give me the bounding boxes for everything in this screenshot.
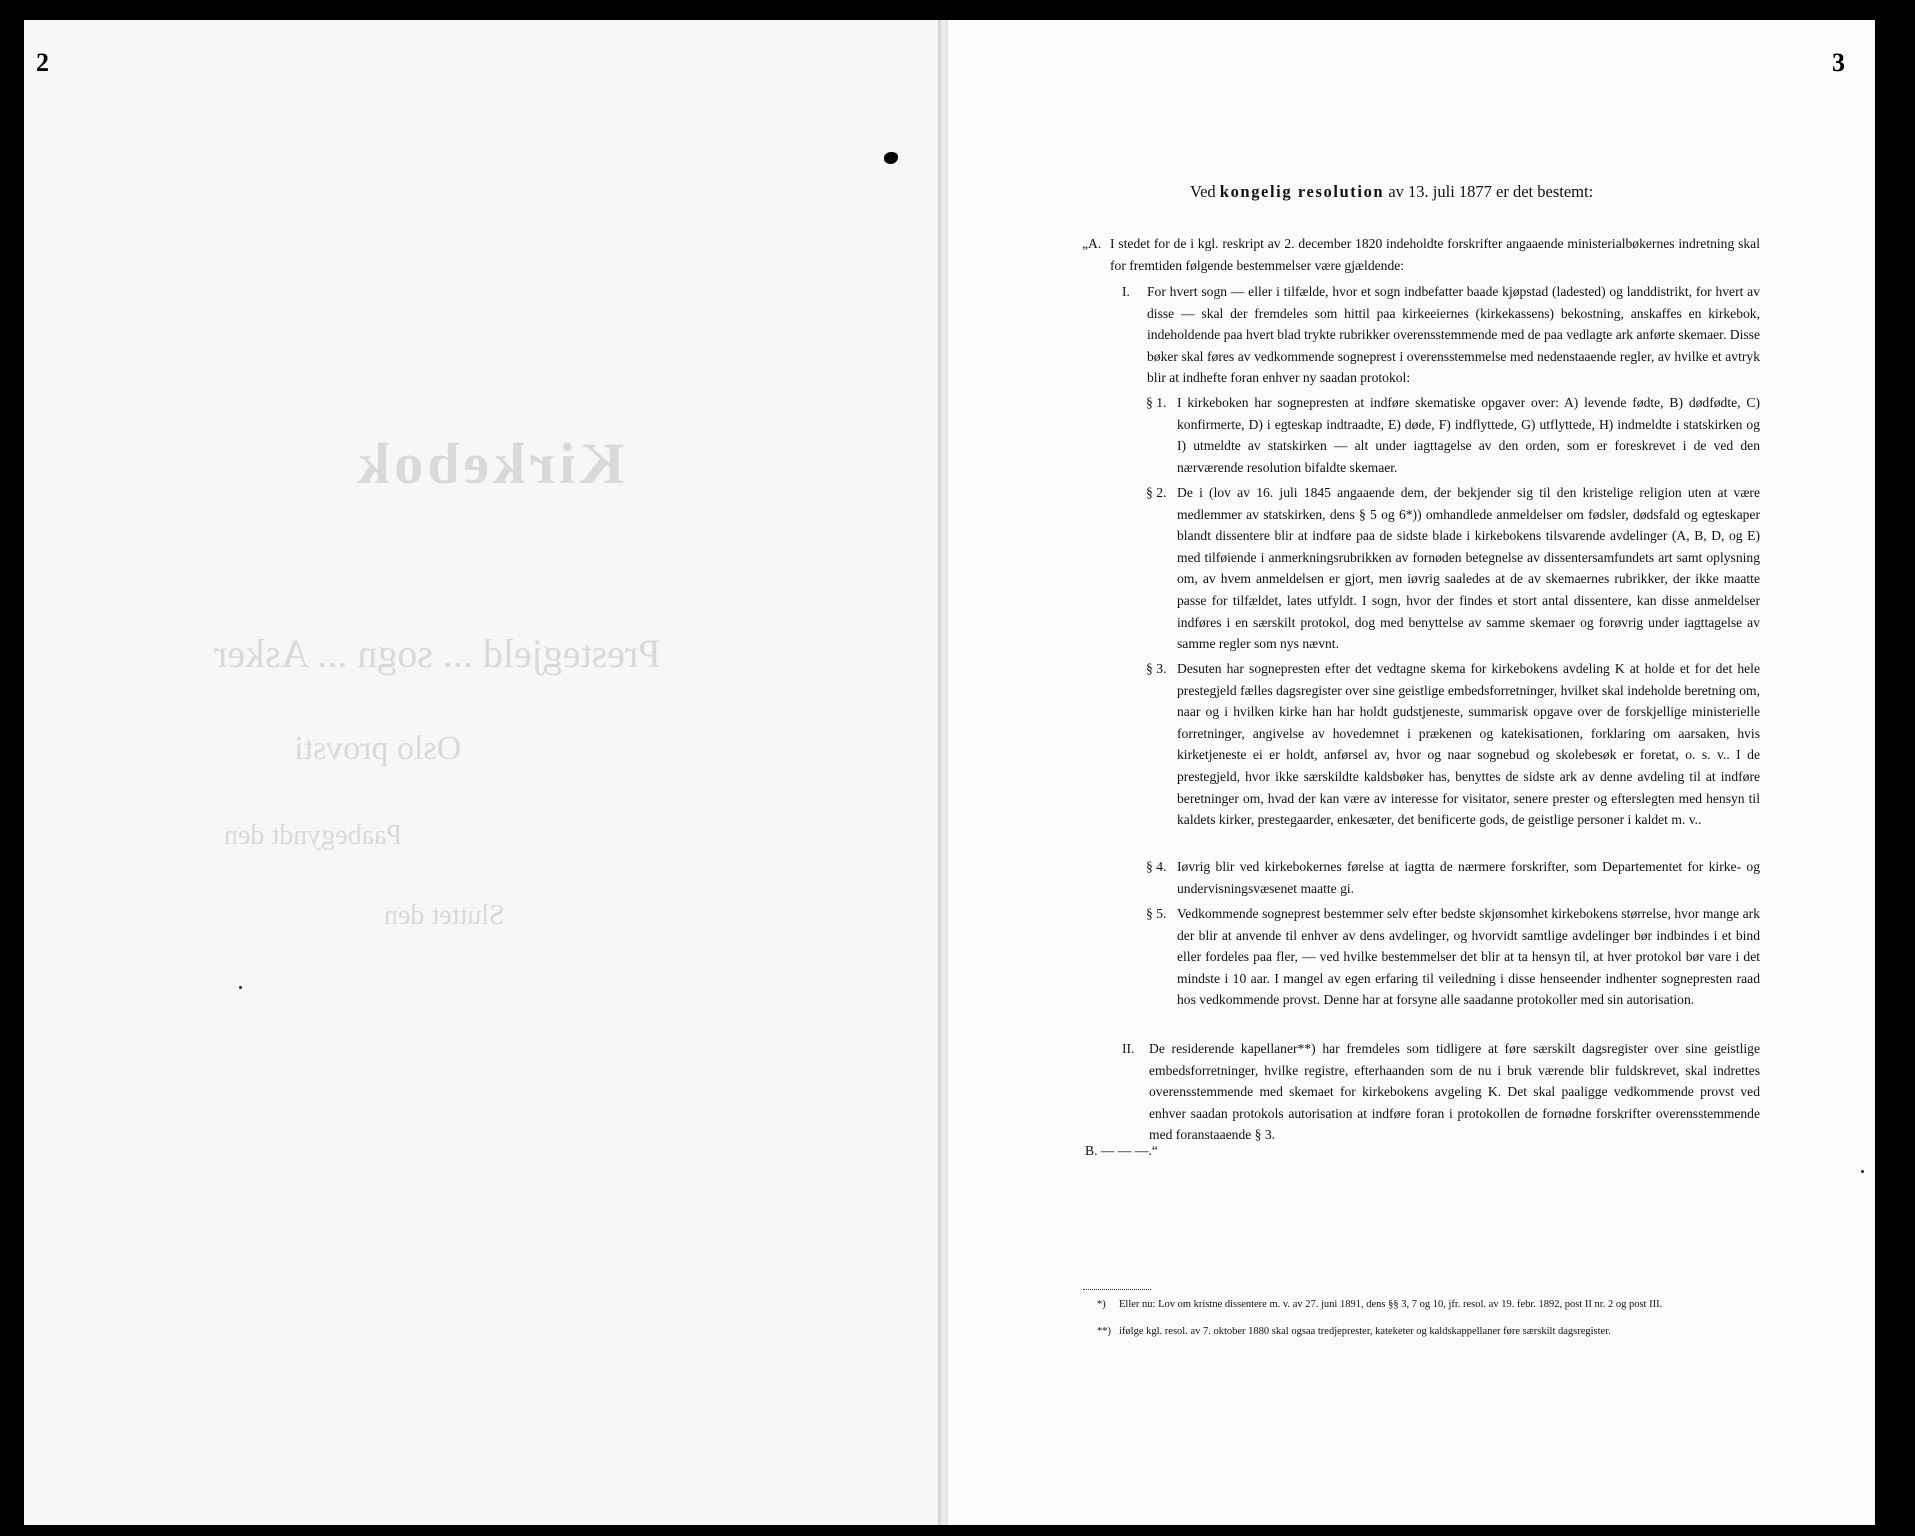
heading-prefix: Ved xyxy=(1190,182,1216,201)
heading-suffix: av 13. juli 1877 er det bestemt: xyxy=(1388,182,1594,201)
footnote-1-text: Eller nu: Lov om kristne dissentere m. v. av 27. juni 1891, dens §§ 3, 7 og 10, jfr. resol. av 19. febr. 1892, post II nr. 2 og post III. xyxy=(1119,1299,1663,1310)
section-ii-marker: II. xyxy=(1122,1041,1135,1056)
footnote-2-marker: **) xyxy=(1097,1326,1111,1337)
footnote-rule xyxy=(1083,1289,1151,1290)
paragraph-2-text: De i (lov av 16. juli 1845 angaaende dem, der bekjender sig til den kristelige religion uten at være medlemmer av statskirken, dens § 5 og 6*)) omhandlede anmeldelser om fødsler, dødsfald og egteskaper blandt dissentere blir at indføre paa de sidste blade i kirkebokens tilsvarende avdelinger (A, B, D, og E) med tilføiende i anmerkningsrubrikken av fornøden betegnelse av dissentersamfundets art samt oplysning om, av hvem anmeldelsen er gjort, men iøvrig saaledes at de av skemaernes rubrikker, der ikke maatte passe for tilfældet, lates utfyldt. I sogn, hvor der findes et stort antal dissentere, kan disse anmeldelser indføres i en særskilt protokol, dog med benyttelse av samme skemaer og forøvrig under iagttagelse av samme regler som nys nævnt. xyxy=(1177,485,1760,652)
paragraph-2-marker: § 2. xyxy=(1146,485,1167,500)
footnote-2-text: ifølge kgl. resol. av 7. oktober 1880 skal ogsaa tredjeprester, kateketer og kaldskappellaner føre særskilt dagsregister. xyxy=(1119,1326,1611,1337)
section-a-marker: „A. xyxy=(1082,236,1102,251)
left-page xyxy=(24,20,942,1525)
section-i-marker: I. xyxy=(1122,284,1130,299)
section-i-text: For hvert sogn — eller i tilfælde, hvor et sogn indbefatter baade kjøpstad (ladested) og landdistrikt, for hvert av disse — skal der fremdeles som hittil paa kirkeeiernes (kirkekassens) bekostning, anskaffes en kirkebok, indeholdende paa hvert blad trykte rubrikker overensstemmende med de paa vedlagte ark anførte skemaer. Disse bøker skal føres av vedkommende sogneprest i overensstemmelse med nedenstaaende regler, av hvilke et avtryk blir at indhefte foran enhver ny saadan protokol: xyxy=(1147,284,1760,386)
paper-speck xyxy=(239,986,242,989)
paragraph-1-text: I kirkeboken har sognepresten at indføre skematiske opgaver over: A) levende fødte, B) dødfødte, C) konfirmerte, D) i egteskap indtraadte, E) døde, F) indflyttede, G) utflyttede, H) indmeldte i statskirken og I) utmeldte av statskirken — alt under iagttagelse av den orden, som er foreskrevet i de ved den nærværende resolution bifaldte skemaer. xyxy=(1177,395,1760,475)
paragraph-5-text: Vedkommende sogneprest bestemmer selv efter bedste skjønsomhet kirkebokens størrelse, hvor mange ark der blir at anvende til enhver av dens avdelinger, og hvorvidt samtlige avdelinger bør indbindes i et bind eller fordeles paa fler, — ved hvilke bestemmelser det blir at ta hensyn til, at hver protokol bør vare i det mindste i 10 aar. I mangel av egen erfaring til veiledning i disse henseender indhenter sognepresten raad hos vedkommende provst. Denne har at forsyne alle saadanne protokoller med sin autorisation. xyxy=(1177,906,1760,1008)
section-ii-text: De residerende kapellaner**) har fremdeles som tidligere at føre særskilt dagsregister over sine geistlige embedsforretninger, hvilke registre, efterhaanden som de nu i bruk værende blir fuldskrevet, skal indrettes overensstemmende med skemaet for kirkebokens avgeling K. Det skal paaligge vedkommende provst ved enhver saadan protokols autorisation at indføre foran i protokollen de fornødne forskrifter overensstemmende med foranstaaende § 3. xyxy=(1149,1041,1760,1143)
bleed-through-text: Oslo provsti xyxy=(294,730,462,767)
paragraph-1-marker: § 1. xyxy=(1146,395,1167,410)
right-page-number: 3 xyxy=(1832,48,1845,77)
paragraph-3-text: Desuten har sognepresten efter det vedtagne skema for kirkebokens avdeling K at holde et for det hele prestegjeld fælles dagsregister over sine geistlige embedsforretninger, hvilket skal indeholde beretning om, naar og i hvilken kirke han har holdt gudstjeneste, summarisk opgave over de forskjellige ministerielle forretninger, angivelse av hovedemnet i prækenen og katekisationen, forklaring om aarsaken, hvis kirketjeneste ei er holdt, anførsel av, hvor og naar sognebud og skolebesøk er foretat, o. s. v.. I de prestegjeld, hvor ikke særskildte kaldsbøker has, benyttes de sidste ark av denne avdeling til at indføre beretninger om, hvad der kan være av interesse for visitator, senere prester og efterslegten med hensyn til kaldets kirker, prestegaarder, enkesæter, det benificerte gods, de geistlige personer i kaldet m. v.. xyxy=(1177,661,1760,828)
paper-speck xyxy=(1861,1170,1864,1173)
footnote-1-marker: *) xyxy=(1097,1299,1106,1310)
bleed-through-text: Paabegyndt den xyxy=(224,820,403,851)
heading-emphasis: kongelig resolution xyxy=(1219,182,1385,201)
section-b: B. — — —.“ xyxy=(1085,1143,1158,1158)
left-page-number: 2 xyxy=(36,48,49,77)
bleed-through-text: Sluttet den xyxy=(384,900,505,931)
bleed-through-title: Kirkebok xyxy=(354,431,625,496)
paragraph-3-marker: § 3. xyxy=(1146,661,1167,676)
paragraph-4-marker: § 4. xyxy=(1146,859,1167,874)
section-a-intro: I stedet for de i kgl. reskript av 2. december 1820 indeholdte forskrifter angaaende ministerialbøkernes indretning skal for fremtiden følgende bestemmelser være gjældende: xyxy=(1110,236,1760,273)
bleed-through-text: Prestegjeld ... sogn ... Asker xyxy=(214,631,661,676)
paragraph-4-text: Iøvrig blir ved kirkebokernes førelse at iagtta de nærmere forskrifter, som Departementet for kirke- og undervisningsvæsenet maatte gi. xyxy=(1177,859,1760,896)
paragraph-5-marker: § 5. xyxy=(1146,906,1167,921)
resolution-heading xyxy=(1190,182,1593,202)
